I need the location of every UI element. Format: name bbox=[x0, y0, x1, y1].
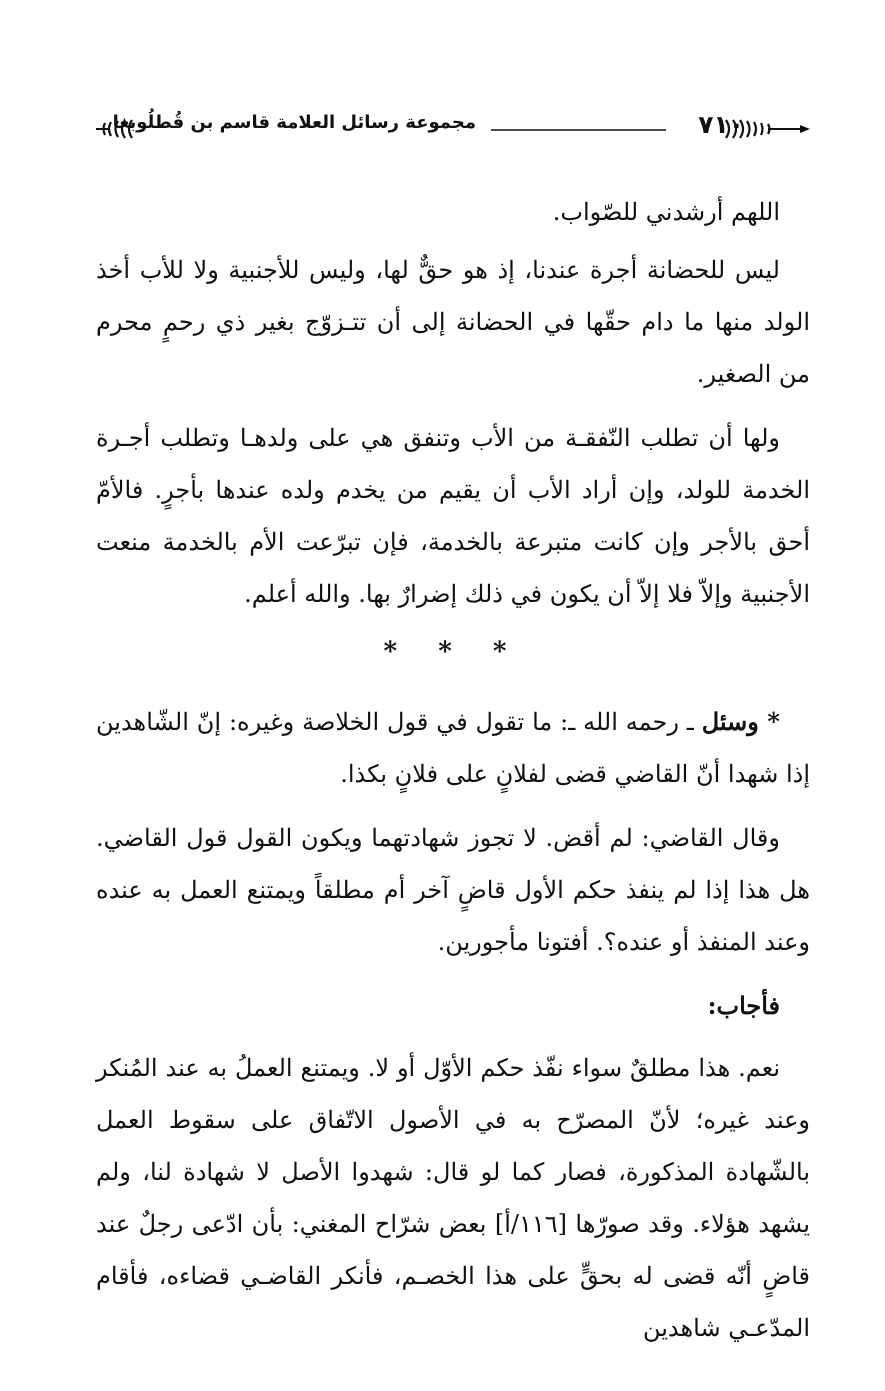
paragraph-3: ولها أن تطلب النّفقـة من الأب وتنفق هي على ولدهـا وتطلب أجـرة الخدمة للولد، وإن أراد الأب أن يقيم من يخدم ولده عندها بأجرٍ. فالأمّ أحق بالأجر وإن كانت متبرعة بالخدمة، فإن تبرّعت الأم بالخدمة منعت الأجنبية وإلاّ فلا إلاّ أن يكون في ذلك إضرارٌ بها. والله أعلم. bbox=[96, 424, 810, 608]
page-body bbox=[96, 186, 810, 1366]
section-separator: * * * bbox=[383, 637, 523, 667]
paragraph-qadi: وقال القاضي: لم أقض. لا تجوز شهادتهما ويكون القول قول القاضي. هل هذا إذا لم ينفذ حكم الأول قاضٍ آخر أم مطلقاً ويمتنع العمل به عنده وعند المنفذ أو عنده؟. أفتونا مأجورين. bbox=[96, 824, 810, 956]
paragraph-2: ليس للحضانة أجرة عندنا، إذ هو حقٌّ لها، وليس للأجنبية ولا للأب أخذ الولد منها ما دام حقّها في الحضانة إلى أن تتـزوّج بغير ذي رحمٍ محرم من الصغير. bbox=[96, 256, 810, 388]
question-paragraph bbox=[96, 696, 810, 800]
paragraph-1: اللهم أرشدني للصّواب. bbox=[552, 198, 780, 226]
book-title: مجموعة رسائل العلامة قاسم بن قُطلُوبغا bbox=[112, 112, 476, 133]
question-lead: * وسئل bbox=[701, 707, 780, 736]
question-text: ـ رحمه الله ـ: ما تقول في قول الخلاصة وغيره: إنّ الشّاهدين إذا شهدا أنّ القاضي قضى لفلانٍ على فلانٍ بكذا. bbox=[96, 708, 810, 788]
answer-heading: فأجاب: bbox=[707, 991, 780, 1020]
running-header bbox=[96, 112, 810, 146]
answer-paragraph: نعم. هذا مطلقٌ سواء نفّذ حكم الأوّل أو لا. ويمتنع العملُ به عند المُنكر وعند غيره؛ لأنّ المصرّح به في الأصول الاتّفاق على سقوط العمل بالشّهادة المذكورة، فصار كما لو قال: شهدوا الأصل لا شهادة لنا، ولم يشهد هؤلاء. وقد صورّها [١١٦/أ] بعض شرّاح المغني: بأن ادّعى رجلٌ عند قاضٍ أنّه قضى له بحقٍّ على هذا الخصـم، فأنكر القاضـي قضاءه، فأقام المدّعـي شاهدين bbox=[96, 1054, 811, 1342]
page-number: ٧١٠ bbox=[698, 110, 744, 139]
